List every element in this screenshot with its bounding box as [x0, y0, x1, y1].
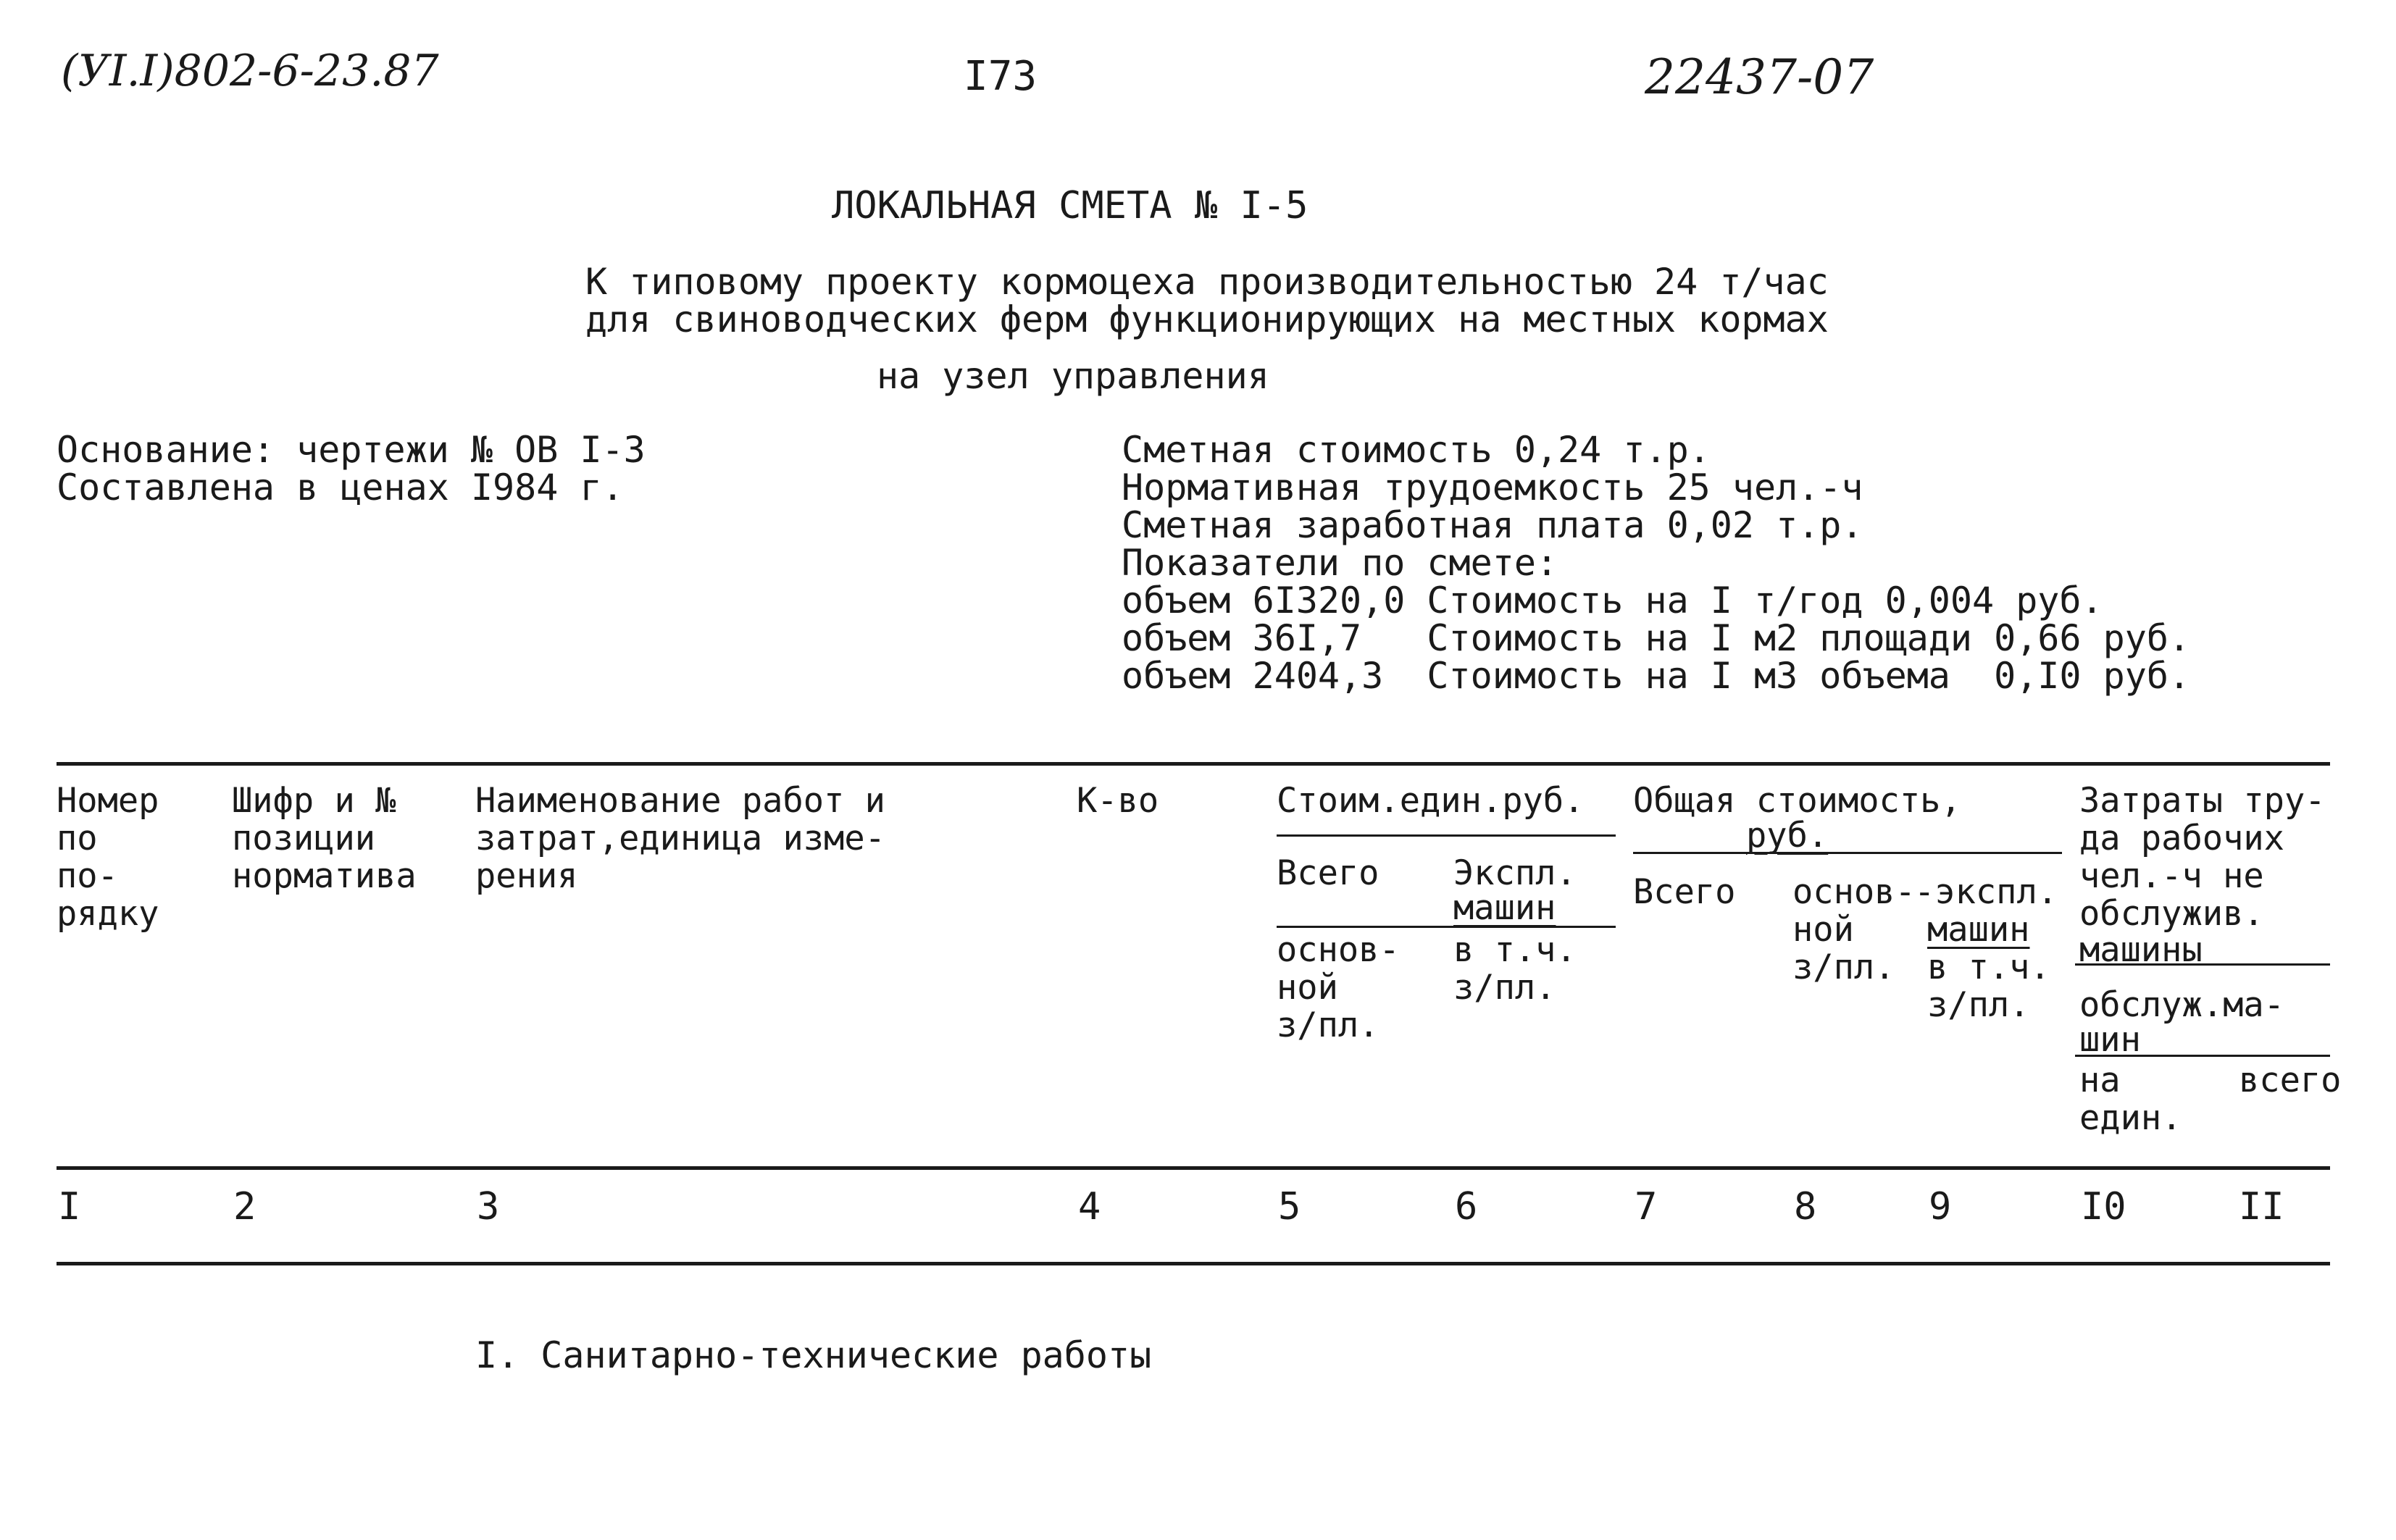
column-number: 9 — [1929, 1185, 1952, 1229]
section-title: I. Санитарно-технические работы — [475, 1334, 1152, 1376]
summary-line-2: Нормативная трудоемкость 25 чел.-ч — [1122, 466, 1863, 509]
column-number: 8 — [1794, 1185, 1817, 1229]
header-unit-cost-base-wage: основ- ной з/пл. — [1277, 930, 1400, 1045]
header-unit-cost-expl: Экспл. — [1453, 853, 1577, 893]
header-total-cost: Общая стоимость, — [1633, 781, 1961, 821]
column-number: I0 — [2081, 1185, 2126, 1229]
rule-total-cost — [1633, 852, 2062, 854]
header-unit-cost-incl-wage: в т.ч. з/пл. — [1453, 930, 1577, 1008]
header-total-cost-machines: машин — [1927, 910, 2030, 950]
header-work-name: Наименование работ и затрат,единица изме- рения — [475, 781, 885, 896]
header-labor-serviced-2: шин — [2079, 1020, 2141, 1060]
table-numbers-bottom-rule — [57, 1262, 2330, 1265]
summary-line-6: объем 36I,7 Стоимость на I м2 площади 0,66 руб. — [1122, 617, 2191, 659]
column-number: II — [2239, 1185, 2284, 1229]
subtitle-line-2: для свиноводческих ферм функционирующих на местных кормах — [585, 298, 1829, 340]
header-total-cost-expl: -экспл. — [1914, 872, 2058, 912]
column-number: 3 — [477, 1185, 500, 1229]
summary-line-3: Сметная заработная плата 0,02 т.р. — [1122, 504, 1863, 546]
subtitle-line-3: на узел управления — [877, 355, 1269, 397]
column-number: 5 — [1278, 1185, 1301, 1229]
column-number: 2 — [233, 1185, 256, 1229]
document-code: (УI.I)802-6-23.87 — [61, 46, 439, 96]
header-labor-serviced: обслуж.ма- — [2079, 985, 2284, 1025]
header-total-cost-incl-wage: в т.ч. з/пл. — [1927, 947, 2050, 1025]
header-unit-cost: Стоим.един.руб. — [1277, 781, 1585, 821]
header-labor-per-unit: на един. — [2079, 1060, 2182, 1138]
header-row-number: Номер по по- рядку — [57, 781, 159, 934]
header-total-cost-total: Всего — [1633, 872, 1736, 912]
header-labor-machines: машины — [2079, 930, 2203, 970]
subtitle-line-1: К типовому проекту кормоцеха производительностью 24 т/час — [585, 261, 1829, 303]
page-number: I73 — [964, 53, 1038, 100]
table-top-rule — [57, 762, 2330, 766]
document-title: ЛОКАЛЬНАЯ СМЕТА № I-5 — [832, 184, 1308, 227]
summary-line-1: Сметная стоимость 0,24 т.р. — [1122, 429, 1711, 471]
header-total-cost-base-wage: основ- ной з/пл. — [1792, 872, 1916, 987]
header-labor-total: всего — [2239, 1060, 2342, 1100]
column-number: 4 — [1078, 1185, 1101, 1229]
basis-line-2: Составлена в ценах I984 г. — [57, 466, 624, 509]
table-header-bottom-rule — [57, 1166, 2330, 1170]
rule-unit-cost — [1277, 834, 1616, 837]
header-labor: Затраты тру- да рабочих чел.-ч не обслужив. — [2079, 781, 2326, 934]
column-number: 7 — [1635, 1185, 1658, 1229]
basis-line-1: Основание: чертежи № ОВ I-3 — [57, 429, 646, 471]
column-number: I — [58, 1185, 81, 1229]
header-total-cost-unit: руб. — [1746, 816, 1829, 855]
archive-number: 22437-07 — [1645, 49, 1874, 105]
header-quantity: К-во — [1077, 781, 1159, 821]
header-unit-cost-machines: машин — [1453, 888, 1556, 928]
summary-line-5: объем 6I320,0 Стоимость на I т/год 0,004 руб. — [1122, 579, 2103, 622]
summary-line-7: объем 2404,3 Стоимость на I м3 объема 0,I0 руб. — [1122, 655, 2191, 697]
summary-line-4: Показатели по смете: — [1122, 542, 1558, 584]
header-unit-cost-total: Всего — [1277, 853, 1379, 893]
header-code: Шифр и № позиции норматива — [232, 781, 417, 896]
rule-unit-cost-sub — [1277, 926, 1616, 928]
column-number: 6 — [1455, 1185, 1478, 1229]
